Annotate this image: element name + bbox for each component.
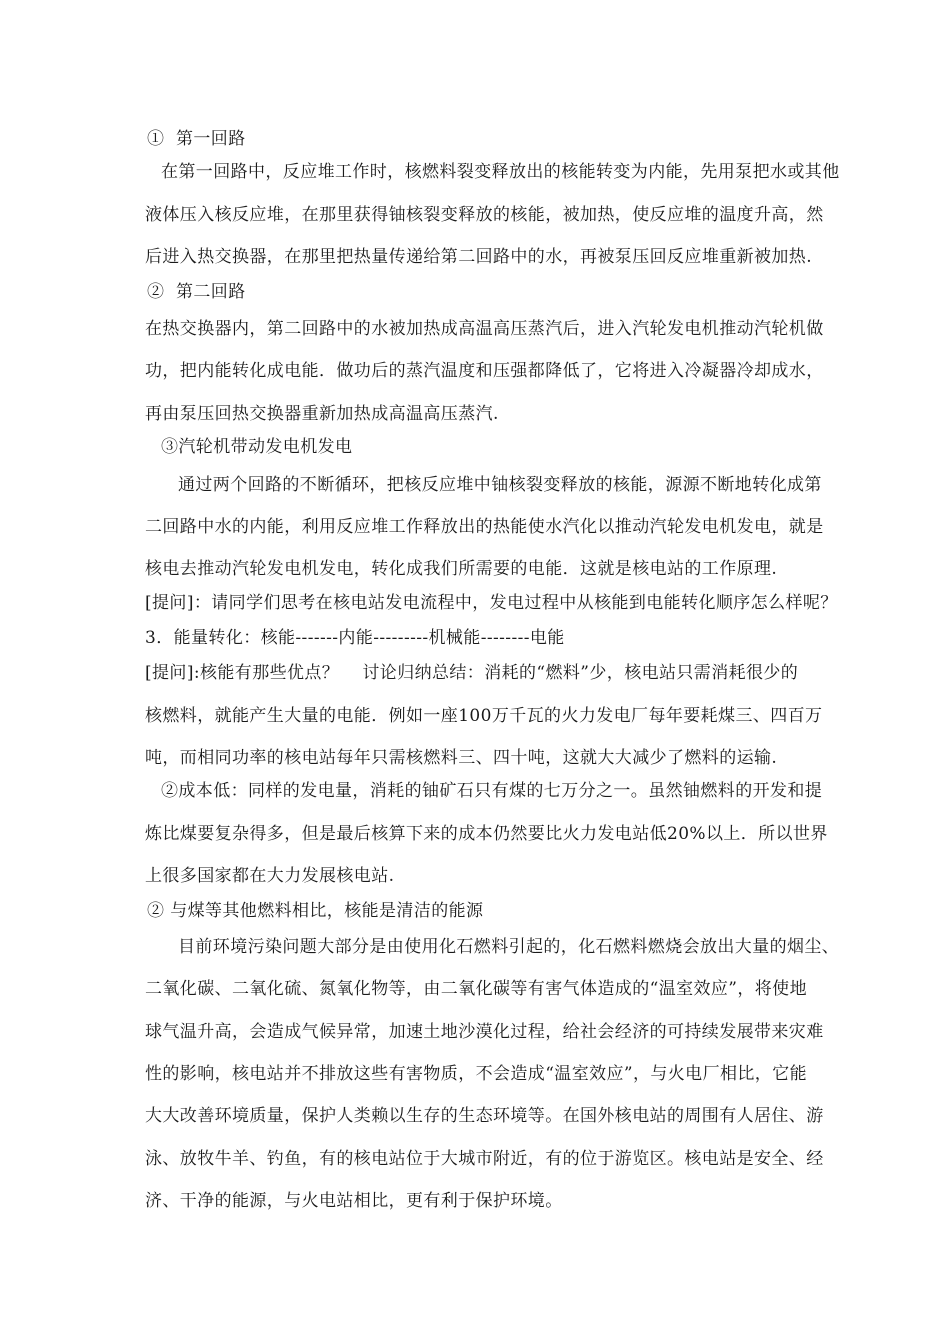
paragraph-line: 球气温升高，会造成气候异常，加速土地沙漠化过程，给社会经济的可持续发展带来灾难 — [145, 1022, 824, 1042]
paragraph-line: 在热交换器内，第二回路中的水被加热成高温高压蒸汽后，进入汽轮发电机推动汽轮机做 — [145, 319, 824, 339]
paragraph-line: 大大改善环境质量，保护人类赖以生存的生态环境等。在国外核电站的周围有人居住、游 — [145, 1106, 824, 1126]
paragraph-line: 性的影响，核电站并不排放这些有害物质，不会造成“温室效应”，与火电厂相比，它能 — [145, 1064, 807, 1084]
paragraph-line: 炼比煤要复杂得多，但是最后核算下来的成本仍然要比火力发电站低20%以上．所以世界 — [145, 824, 828, 844]
paragraph-line: 二氧化碳、二氧化硫、氮氧化物等，由二氧化碳等有害气体造成的“温室效应”，将使地 — [145, 979, 807, 999]
heading-second-loop: ② 第二回路 — [147, 282, 246, 302]
paragraph-line: 目前环境污染问题大部分是由使用化石燃料引起的，化石燃料燃烧会放出大量的烟尘、 — [178, 937, 840, 957]
paragraph-line: 上很多国家都在大力发展核电站. — [145, 866, 395, 886]
paragraph-line: 在第一回路中，反应堆工作时，核燃料裂变释放出的核能转变为内能，先用泵把水或其他 — [161, 162, 840, 182]
paragraph-line: 核电去推动汽轮发电机发电，转化成我们所需要的电能．这就是核电站的工作原理. — [145, 559, 778, 579]
paragraph-line: 济、干净的能源，与火电站相比，更有利于保护环境。 — [145, 1191, 563, 1211]
question-line: [提问]:核能有那些优点？ 讨论归纳总结：消耗的“燃料”少，核电站只需消耗很少的 — [145, 663, 799, 683]
paragraph-line: 功，把内能转化成电能．做功后的蒸汽温度和压强都降低了，它将进入冷凝器冷却成水， — [145, 361, 824, 381]
energy-conversion-line: 3．能量转化：核能-------内能---------机械能--------电能 — [145, 628, 565, 648]
paragraph-line: 液体压入核反应堆，在那里获得铀核裂变释放的核能，被加热，使反应堆的温度升高，然 — [145, 205, 824, 225]
heading-turbine: ③汽轮机带动发电机发电 — [161, 437, 353, 457]
paragraph-line: 后进入热交换器，在那里把热量传递给第二回路中的水，再被泵压回反应堆重新被加热. — [145, 247, 813, 267]
heading-clean-energy: ② 与煤等其他燃料相比，核能是清洁的能源 — [147, 901, 484, 921]
paragraph-line: 二回路中水的内能，利用反应堆工作释放出的热能使水汽化以推动汽轮发电机发电，就是 — [145, 517, 824, 537]
paragraph-line: 再由泵压回热交换器重新加热成高温高压蒸汽. — [145, 404, 499, 424]
paragraph-line: 泳、放牧牛羊、钓鱼，有的核电站位于大城市附近，有的位于游览区。核电站是安全、经 — [145, 1149, 824, 1169]
question-line: [提问]：请同学们思考在核电站发电流程中，发电过程中从核能到电能转化顺序怎么样呢？ — [145, 593, 838, 613]
paragraph-line: 核燃料，就能产生大量的电能．例如一座100万千瓦的火力发电厂每年要耗煤三、四百万 — [145, 706, 823, 726]
paragraph-line: ②成本低：同样的发电量，消耗的铀矿石只有煤的七万分之一。虽然铀燃料的开发和提 — [161, 781, 823, 801]
paragraph-line: 通过两个回路的不断循环，把核反应堆中铀核裂变释放的核能，源源不断地转化成第 — [178, 475, 822, 495]
heading-first-loop: ① 第一回路 — [147, 129, 246, 149]
paragraph-line: 吨，而相同功率的核电站每年只需核燃料三、四十吨，这就大大减少了燃料的运输. — [145, 748, 778, 768]
